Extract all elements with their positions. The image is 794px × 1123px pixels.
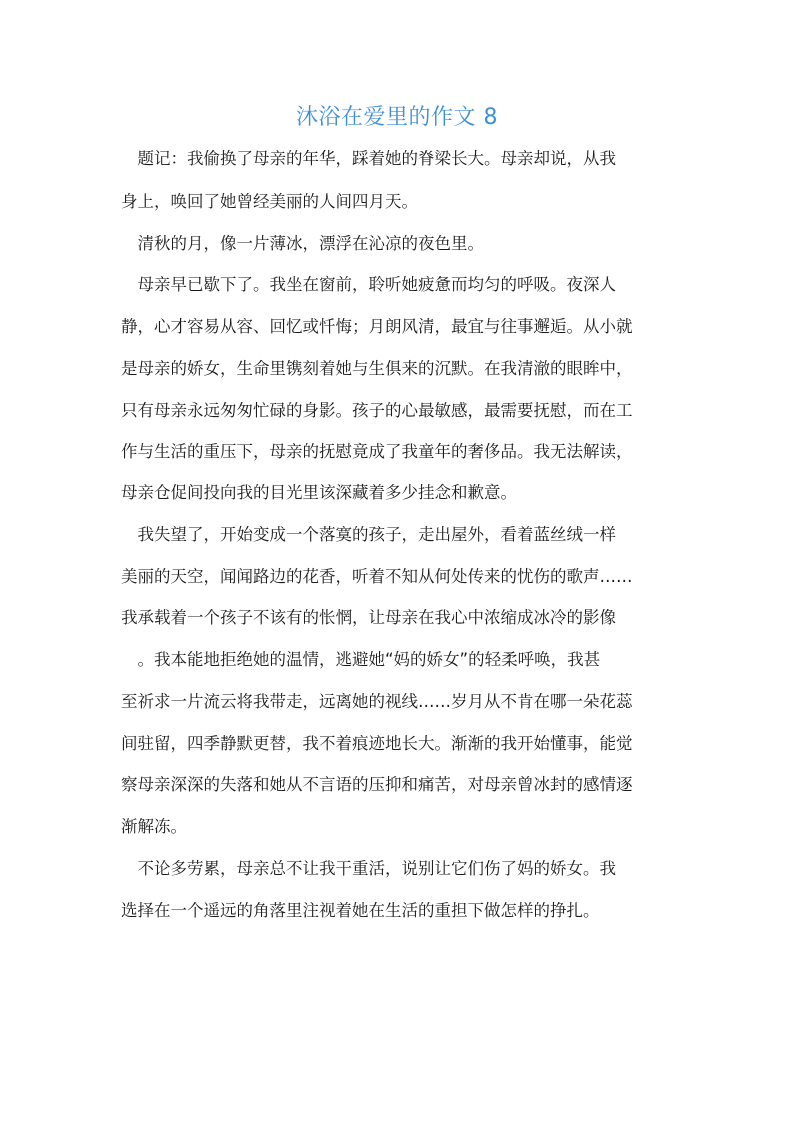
paragraph-line: 至祈求一片流云将我带走，远离她的视线……岁月从不肯在哪一朵花蕊: [121, 692, 633, 711]
paragraph-line: 渐解冻。: [121, 817, 187, 836]
paragraph-line: 察母亲深深的失落和她从不言语的压抑和痛苦，对母亲曾冰封的感情逐: [121, 775, 633, 794]
paragraph-line: 不论多劳累，母亲总不让我干重活，说别让它们伤了妈的娇女。我: [121, 859, 616, 878]
paragraph-line: 选择在一个遥远的角落里注视着她在生活的重担下做怎样的挣扎。: [121, 901, 600, 920]
paragraph-line: 静，心才容易从容、回忆或忏悔；月朗风清，最宜与往事邂逅。从小就: [121, 317, 633, 336]
document-title: 沐浴在爱里的作文 8: [296, 105, 498, 130]
paragraph-line: 作与生活的重压下，母亲的抚慰竟成了我童年的奢侈品。我无法解读，: [121, 442, 633, 461]
paragraph-line: 间驻留，四季静默更替，我不着痕迹地长大。渐渐的我开始懂事，能觉: [121, 734, 633, 753]
paragraph-line: 只有母亲永远匆匆忙碌的身影。孩子的心最敏感，最需要抚慰，而在工: [121, 401, 633, 420]
paragraph-line: 母亲早已歇下了。我坐在窗前，聆听她疲惫而均匀的呼吸。夜深人: [121, 275, 616, 294]
paragraph-line: 我失望了，开始变成一个落寞的孩子，走出屋外，看着蓝丝绒一样: [121, 525, 616, 544]
paragraph-line: 美丽的天空，闻闻路边的花香，听着不知从何处传来的忧伤的歌声……: [121, 567, 633, 586]
paragraph-line: 母亲仓促间投向我的目光里该深藏着多少挂念和歉意。: [121, 483, 517, 502]
paragraph-line: 。我本能地拒绝她的温情，逃避她“妈的娇女”的轻柔呼唤，我甚: [121, 650, 601, 669]
paragraph-line: 我承载着一个孩子不该有的怅惘，让母亲在我心中浓缩成冰冷的影像: [121, 608, 616, 627]
paragraph-line: 身上，唤回了她曾经美丽的人间四月天。: [121, 192, 418, 211]
paragraph-line: 题记：我偷换了母亲的年华，踩着她的脊梁长大。母亲却说，从我: [121, 149, 616, 168]
paragraph-line: 是母亲的娇女，生命里镌刻着她与生俱来的沉默。在我清澈的眼眸中，: [121, 359, 633, 378]
paragraph-line: 清秋的月，像一片薄冰，漂浮在沁凉的夜色里。: [121, 234, 484, 253]
